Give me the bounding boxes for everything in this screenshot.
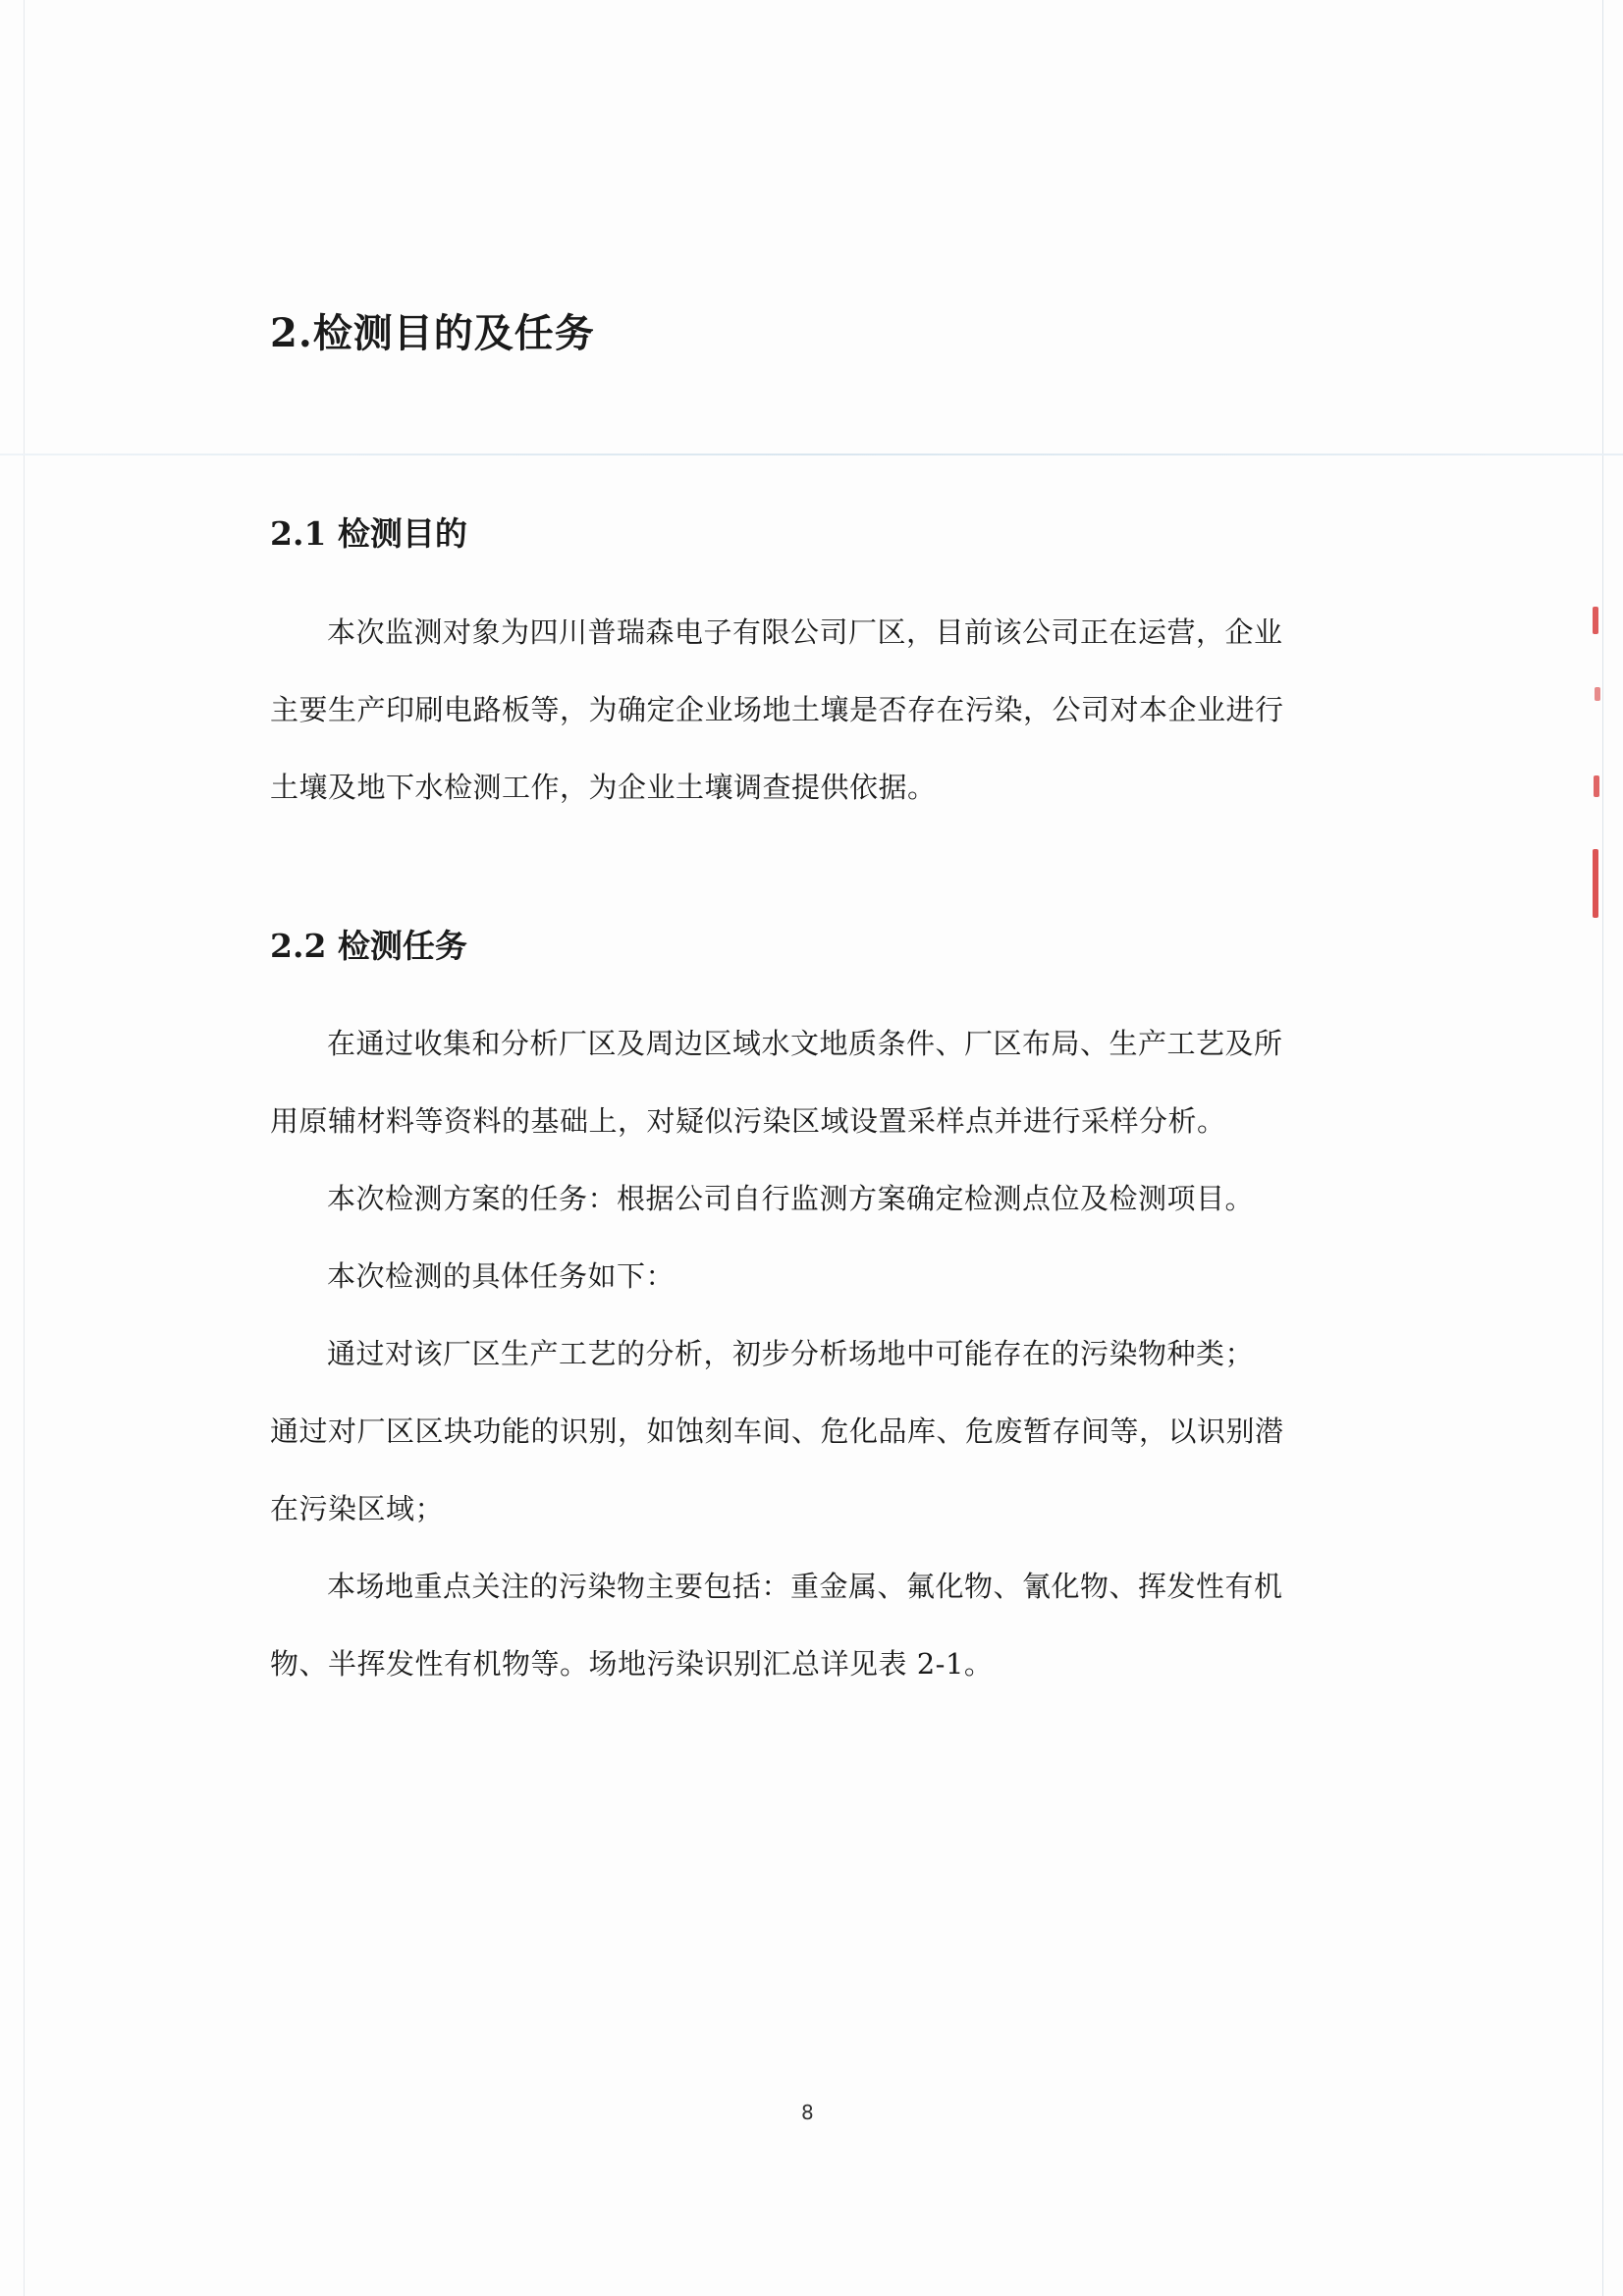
subsection-title-tasks: 2.2 检测任务 <box>270 927 467 965</box>
page-number: 8 <box>801 2101 814 2124</box>
stamp-fragment <box>1593 607 1598 634</box>
scan-edge-right <box>1602 0 1603 2296</box>
text-line: 土壤及地下水检测工作，为企业土壤调查提供依据。 <box>270 771 937 804</box>
text-line: 在通过收集和分析厂区及周边区域水文地质条件、厂区布局、生产工艺及所 <box>327 1027 1283 1060</box>
text-line: 本次监测对象为四川普瑞森电子有限公司厂区，目前该公司正在运营，企业 <box>327 615 1283 649</box>
section-title: 2.检测目的及任务 <box>270 310 595 356</box>
text-line: 用原辅材料等资料的基础上，对疑似污染区域设置采样点并进行采样分析。 <box>270 1104 1226 1138</box>
text-line: 主要生产印刷电路板等，为确定企业场地土壤是否存在污染，公司对本企业进行 <box>270 693 1284 726</box>
stamp-fragment <box>1595 687 1600 701</box>
scan-edge-left <box>24 0 25 2296</box>
stamp-fragment <box>1594 775 1599 797</box>
text-line: 通过对该厂区生产工艺的分析，初步分析场地中可能存在的污染物种类； <box>327 1337 1255 1370</box>
subsection-title-purpose: 2.1 检测目的 <box>270 514 467 553</box>
text-line: 通过对厂区区块功能的识别，如蚀刻车间、危化品库、危废暂存间等，以识别潜 <box>270 1415 1284 1448</box>
text-line: 本次检测方案的任务：根据公司自行监测方案确定检测点位及检测项目。 <box>327 1182 1255 1215</box>
stamp-fragment <box>1593 849 1598 918</box>
fold-line <box>0 454 1623 455</box>
text-line: 在污染区域； <box>270 1492 445 1525</box>
purpose-paragraph <box>270 594 1370 827</box>
text-line: 本场地重点关注的污染物主要包括：重金属、氟化物、氰化物、挥发性有机 <box>327 1570 1283 1603</box>
text-line: 物、半挥发性有机物等。场地污染识别汇总详见表 2-1。 <box>270 1647 994 1681</box>
text-line: 本次检测的具体任务如下： <box>327 1259 676 1293</box>
tasks-paragraphs <box>270 1005 1370 1703</box>
